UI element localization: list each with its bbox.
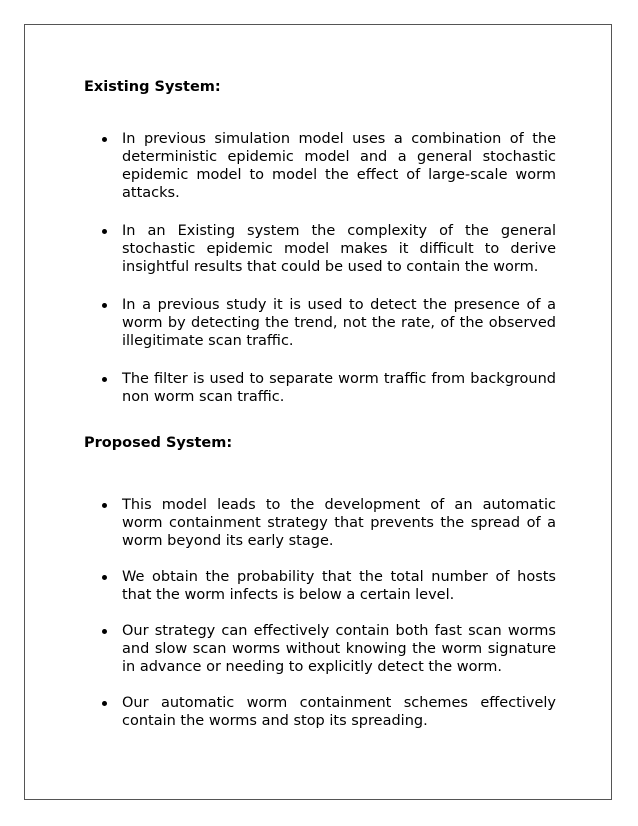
list-item: [84, 370, 556, 406]
list-item: [84, 296, 556, 350]
bullet-icon: [102, 503, 107, 508]
list-item-text: This model leads to the development of an automatic worm containment strategy that prevents the spread of a worm beyond its early stage.: [122, 497, 556, 549]
list-item-text: In previous simulation model uses a combination of the deterministic epidemic model and a general stochastic epidemic model to model the effect of large-scale worm attacks.: [122, 131, 556, 201]
bullet-icon: [102, 575, 107, 580]
bullet-icon: [102, 629, 107, 634]
bullet-icon: [102, 303, 107, 308]
bullet-icon: [102, 229, 107, 234]
list-item: [84, 694, 556, 730]
list-item: [84, 496, 556, 550]
list-item: [84, 130, 556, 202]
proposed-system-heading: Proposed System:: [84, 435, 233, 451]
bullet-icon: [102, 377, 107, 382]
list-item-text: Our automatic worm containment schemes effectively contain the worms and stop its spreading.: [122, 695, 556, 729]
proposed-system-list: [84, 496, 556, 730]
existing-system-heading: Existing System:: [84, 79, 221, 95]
list-item-text: In a previous study it is used to detect the presence of a worm by detecting the trend, not the rate, of the observed illegitimate scan traffic.: [122, 297, 556, 349]
list-item-text: Our strategy can effectively contain both fast scan worms and slow scan worms without knowing the worm signature in advance or needing to explicitly detect the worm.: [122, 623, 556, 675]
proposed-system-section: [84, 434, 556, 748]
list-item: [84, 568, 556, 604]
list-item: [84, 222, 556, 276]
list-item-text: We obtain the probability that the total number of hosts that the worm infects is below a certain level.: [122, 569, 556, 603]
existing-system-list: [84, 130, 556, 406]
bullet-icon: [102, 137, 107, 142]
existing-system-section: [84, 78, 556, 426]
list-item: [84, 622, 556, 676]
bullet-icon: [102, 701, 107, 706]
list-item-text: In an Existing system the complexity of the general stochastic epidemic model makes it difficult to derive insightful results that could be used to contain the worm.: [122, 223, 556, 275]
list-item-text: The filter is used to separate worm traffic from background non worm scan traffic.: [122, 371, 556, 405]
